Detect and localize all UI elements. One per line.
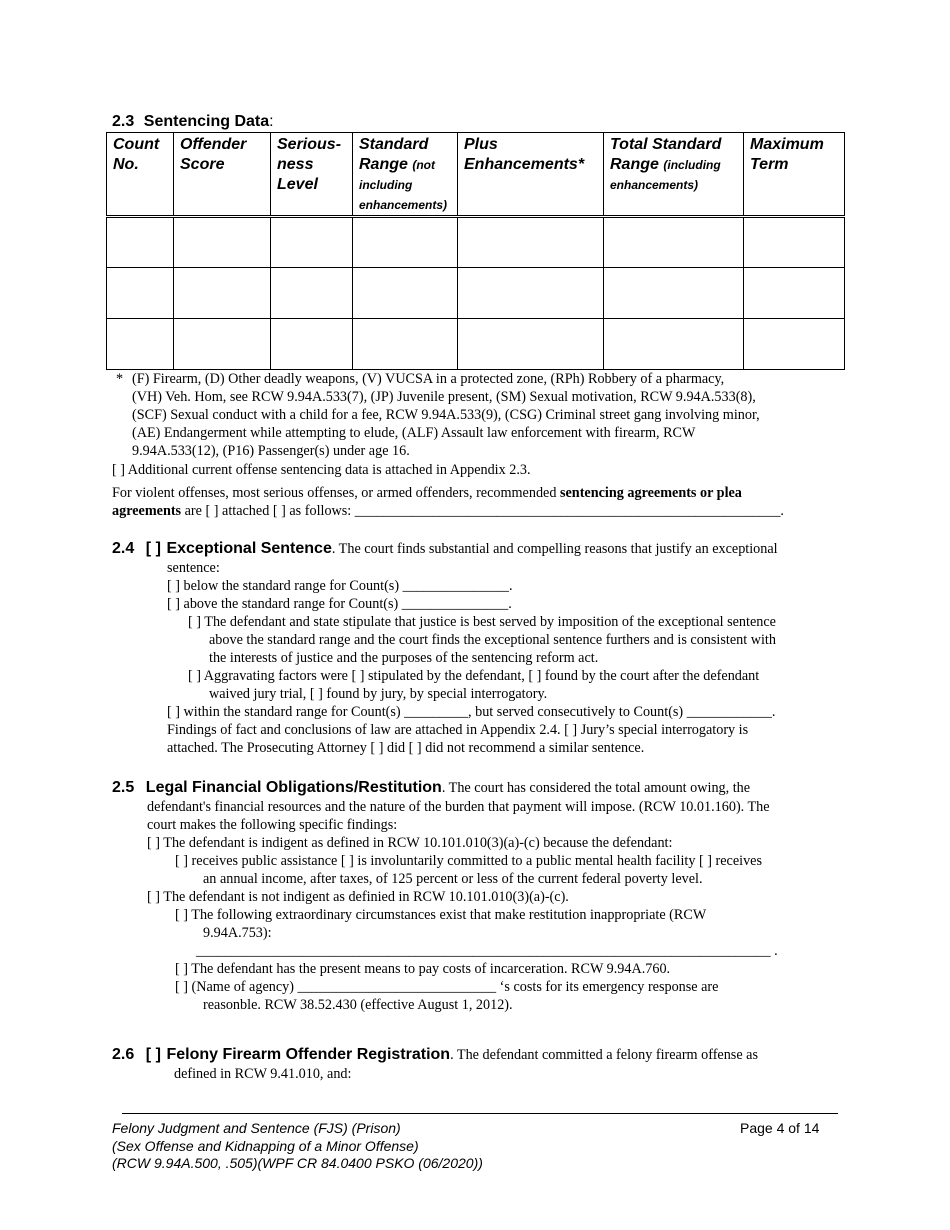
section-title: Legal Financial Obligations/Restitution [145, 779, 442, 796]
table-header-row [107, 133, 845, 217]
section-2-3-heading [112, 113, 274, 131]
table-cell[interactable] [174, 268, 271, 319]
enhancements-footnote [132, 370, 760, 460]
section-2-5-body [147, 798, 778, 1014]
sentencing-data-table [106, 132, 845, 370]
footer-form-title [112, 1120, 483, 1173]
footnote-line: (F) Firearm, (D) Other deadly weapons, (V) VUCSA in a protected zone, (RPh) Robbery of a pharmacy, [132, 371, 725, 387]
table-cell[interactable] [744, 319, 845, 370]
heading-colon: : [269, 113, 274, 130]
extraordinary-circumstances-text: 9.94A.753): [203, 925, 272, 941]
aggravating-factors-text: waived jury trial, [ ] found by jury, by special interrogatory. [209, 686, 548, 702]
section-2-6-heading [112, 1046, 758, 1064]
within-range-option[interactable]: [ ] within the standard range for Count(s) _________, but served consecutively to Count(s) ____________. [167, 704, 776, 720]
footer-line: Felony Judgment and Sentence (FJS) (Prison) [112, 1120, 401, 1136]
findings-text: Findings of fact and conclusions of law are attached in Appendix 2.4. [ ] Jury’s special interrogatory is [167, 722, 749, 738]
footnote-line: (AE) Endangerment while attempting to elude, (ALF) Assault law enforcement with firearm, RCW [132, 425, 696, 441]
table-cell[interactable] [107, 268, 174, 319]
additional-data-checkbox-line[interactable]: [ ] Additional current offense sentencing data is attached in Appendix 2.3. [112, 462, 531, 478]
below-range-option[interactable]: [ ] below the standard range for Count(s) _______________. [167, 578, 513, 594]
present-means-option[interactable]: [ ] The defendant has the present means to pay costs of incarceration. RCW 9.94A.760. [175, 961, 671, 977]
table-row [107, 268, 845, 319]
col-maximum-term: Maximum Term [744, 133, 845, 217]
section-intro: defendant's financial resources and the nature of the burden that payment will impose. (RCW 10.01.160). The [147, 799, 770, 815]
table-cell[interactable] [458, 268, 604, 319]
footnote-line: (SCF) Sexual conduct with a child for a fee, RCW 9.94A.533(9), (CSG) Criminal street gang involving minor, [132, 407, 760, 423]
plea-text: For violent offenses, most serious offenses, or armed offenders, recommended [112, 485, 560, 501]
section-2-4-body [167, 559, 776, 757]
table-cell[interactable] [353, 217, 458, 268]
section-title: Sentencing Data [143, 113, 270, 130]
table-cell[interactable] [107, 217, 174, 268]
receives-assistance-text: an annual income, after taxes, of 125 percent or less of the current federal poverty level. [203, 871, 703, 887]
findings-text: attached. The Prosecuting Attorney [ ] did [ ] did not recommend a similar sentence. [167, 740, 645, 756]
col-standard-range: Standard Range (not including enhancements) [353, 133, 458, 217]
footnote-star: * [116, 371, 124, 387]
above-range-option[interactable]: [ ] above the standard range for Count(s) _______________. [167, 596, 512, 612]
section-number: 2.6 [112, 1046, 135, 1063]
section-title: Felony Firearm Offender Registration [166, 1046, 451, 1063]
restitution-blank-line[interactable]: _________________________________________________________________________________ . [196, 943, 778, 959]
footer-divider [122, 1113, 838, 1114]
extraordinary-circumstances-option[interactable]: [ ] The following extraordinary circumstances exist that make restitution inappropriate (RCW [175, 907, 707, 923]
table-cell[interactable] [604, 217, 744, 268]
table-cell[interactable] [271, 268, 353, 319]
section-number: 2.3 [112, 113, 135, 130]
exceptional-sentence-checkbox[interactable]: [ ] [145, 540, 161, 557]
table-cell[interactable] [458, 217, 604, 268]
col-offender-score: Offender Score [174, 133, 271, 217]
section-2-5-heading [112, 779, 750, 797]
col-plus-enhancements: Plus Enhancements* [458, 133, 604, 217]
section-intro: court makes the following specific findings: [147, 817, 398, 833]
table-row [107, 319, 845, 370]
col-total-standard-range: Total Standard Range (including enhancements) [604, 133, 744, 217]
plea-bold-text: sentencing agreements or plea [559, 485, 742, 501]
section-intro: . The court finds substantial and compelling reasons that justify an exceptional [331, 541, 778, 557]
table-cell[interactable] [744, 268, 845, 319]
table-cell[interactable] [174, 319, 271, 370]
footnote-line: (VH) Veh. Hom, see RCW 9.94A.533(7), (JP) Juvenile present, (SM) Sexual motivation, RCW 9.94A.533(8), [132, 389, 756, 405]
stipulation-text: the interests of justice and the purposes of the sentencing reform act. [209, 650, 599, 666]
table-cell[interactable] [107, 319, 174, 370]
table-cell[interactable] [604, 319, 744, 370]
stipulation-text: above the standard range and the court finds the exceptional sentence furthers and is consistent with [209, 632, 776, 648]
section-intro: sentence: [167, 560, 220, 576]
section-intro: . The court has considered the total amount owing, the [441, 780, 751, 796]
plea-bold-text: agreements [112, 503, 182, 519]
footer-line: (Sex Offense and Kidnapping of a Minor Offense) [112, 1137, 419, 1154]
aggravating-factors-option[interactable]: [ ] Aggravating factors were [ ] stipulated by the defendant, [ ] found by the court after the defendant [188, 668, 760, 684]
agency-costs-text: reasonble. RCW 38.52.430 (effective August 1, 2012). [203, 997, 513, 1013]
receives-assistance-option[interactable]: [ ] receives public assistance [ ] is involuntarily committed to a public mental health facility [ ] receives [175, 853, 763, 869]
table-cell[interactable] [271, 319, 353, 370]
indigent-option[interactable]: [ ] The defendant is indigent as defined in RCW 10.101.010(3)(a)-(c) because the defendant: [147, 835, 673, 851]
section-2-4-heading [112, 540, 778, 558]
plea-agreements-statement [112, 484, 784, 520]
col-count-no: Count No. [107, 133, 174, 217]
section-intro: defined in RCW 9.41.010, and: [174, 1066, 352, 1082]
table-cell[interactable] [744, 217, 845, 268]
section-title: Exceptional Sentence [166, 540, 332, 557]
table-row [107, 217, 845, 268]
section-number: 2.4 [112, 540, 135, 557]
footnote-line: 9.94A.533(12), (P16) Passenger(s) under age 16. [132, 443, 410, 459]
section-number: 2.5 [112, 779, 135, 796]
agency-costs-option[interactable]: [ ] (Name of agency) ____________________________ ‘s costs for its emergency response are [175, 979, 719, 995]
col-seriousness-level: Serious-ness Level [271, 133, 353, 217]
plea-text: are [ ] attached [ ] as follows: ____________________________________________________________. [181, 503, 784, 519]
table-cell[interactable] [604, 268, 744, 319]
page-number: Page 4 of 14 [740, 1120, 820, 1136]
section-intro: . The defendant committed a felony firearm offense as [450, 1047, 758, 1063]
firearm-registration-checkbox[interactable]: [ ] [145, 1046, 161, 1063]
table-cell[interactable] [174, 217, 271, 268]
stipulation-option[interactable]: [ ] The defendant and state stipulate that justice is best served by imposition of the exceptional sentence [188, 614, 776, 630]
table-cell[interactable] [353, 268, 458, 319]
table-cell[interactable] [353, 319, 458, 370]
footer-line: (RCW 9.94A.500, .505)(WPF CR 84.0400 PSKO (06/2020)) [112, 1155, 483, 1171]
table-cell[interactable] [458, 319, 604, 370]
table-cell[interactable] [271, 217, 353, 268]
not-indigent-option[interactable]: [ ] The defendant is not indigent as definied in RCW 10.101.010(3)(a)-(c). [147, 889, 569, 905]
